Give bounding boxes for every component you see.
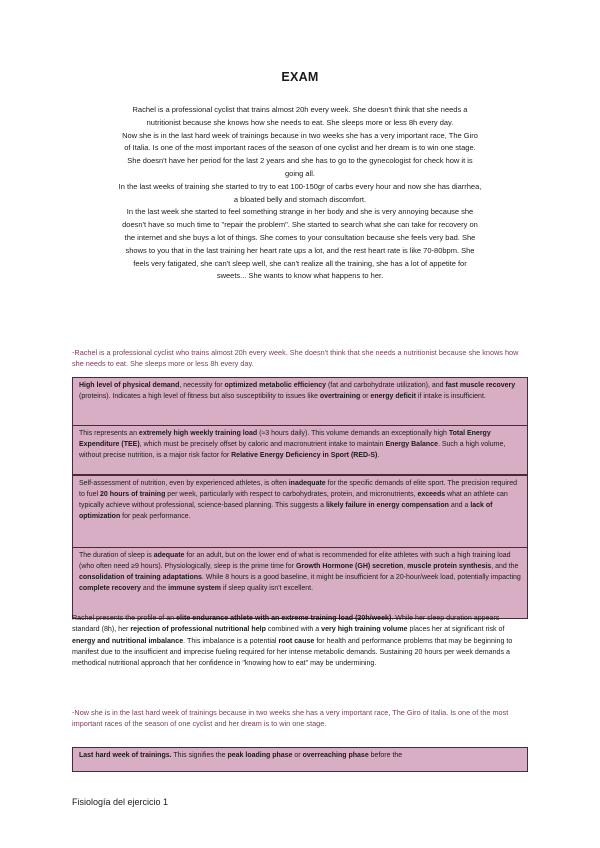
emphasis-text: fast muscle recovery bbox=[445, 382, 516, 389]
analysis-text bbox=[79, 381, 521, 403]
page-footer: Fisiología del ejercicio 1 bbox=[72, 797, 169, 807]
body-text: if sleep quality isn't excellent. bbox=[221, 584, 314, 592]
summary-paragraph bbox=[72, 613, 528, 669]
emphasis-text: Growth Hormone (GH) secretion bbox=[295, 562, 404, 570]
body-text: or bbox=[292, 752, 303, 759]
body-text: for an adult, but on the lower end of what is recommended for elite athletes with such a high training load (who often need ≥9 hours). Physiologically, sleep is the prime time for bbox=[79, 552, 511, 570]
body-text: and the bbox=[140, 584, 169, 592]
body-text: before the bbox=[368, 752, 403, 759]
emphasis-text: energy deficit bbox=[370, 392, 416, 400]
emphasis-text: Relative Energy Deficiency in Sport (RED-S) bbox=[231, 451, 378, 459]
body-text: what an athlete can typically achieve without professional, science-based planning. This suggests a bbox=[79, 490, 508, 509]
emphasis-text: elite endurance athlete with an extreme training load (20h/week) bbox=[176, 614, 392, 622]
body-text: if intake is insufficient. bbox=[415, 392, 486, 400]
body-text: for health and performance problems that may be beginning to manifest due to the insufficient and imprecise fueling required for her intense metabolic demands. Sustaining 20 hours per week demands a methodical nutritional approach that her confidence in "knowing how to eat" may be undermining. bbox=[72, 636, 513, 668]
emphasis-text: complete recovery bbox=[79, 584, 141, 592]
intro-paragraph: She doesn't have her period for the last 2 years and she has to go to the gynecologist for check how it is going all. bbox=[127, 156, 473, 178]
emphasis-text: energy and nutritional imbalance bbox=[72, 636, 184, 645]
emphasis-text: rejection of professional nutritional help bbox=[130, 625, 266, 634]
emphasis-text: muscle protein synthesis bbox=[407, 562, 492, 570]
body-text: . Such a high volume, without precise nutrition, is a major risk factor for bbox=[79, 440, 506, 459]
intro-paragraph: In the last week she started to feel something strange in her body and she is very annoying because she doesn't have so much time to "repair the problem". She started to search what she can take for recovery on the internet and she buys a lot of things. She comes to your consultation because she feels very bad. She shows to you that in the last training her heart rate ups a lot, and the rest heart rate is like 70-80bpm. She feels very fatigated, she can't sleep well, she can't realize all the training, she has a lot of appetite for sweets... She wants to know what happens to her. bbox=[122, 207, 478, 281]
analysis-box bbox=[72, 747, 528, 772]
body-text: (≈3 hours daily). This volume demands an exceptionally high bbox=[257, 430, 449, 437]
body-text: , necessity for bbox=[179, 382, 225, 389]
emphasis-text: peak loading phase bbox=[227, 752, 293, 759]
analysis-text bbox=[79, 429, 521, 462]
intro-paragraph: Rachel is a professional cyclist that trains almost 20h every week. She doesn't think that she needs a nutritionist because she knows how she needs to eat. She sleeps more or less 8h every day. bbox=[132, 105, 468, 127]
body-text: and a bbox=[448, 501, 471, 509]
emphasis-text: consolidation of training adaptations bbox=[79, 573, 202, 581]
emphasis-text: Energy Balance bbox=[385, 440, 438, 448]
body-text: or bbox=[360, 392, 371, 400]
body-text: The duration of sleep is bbox=[79, 552, 154, 559]
body-text: . While 8 hours is a good baseline, it might be insufficient for a 20-hour/week load, potentially impacting bbox=[201, 573, 521, 581]
analysis-box bbox=[72, 475, 528, 550]
body-text: combined with a bbox=[265, 625, 322, 634]
body-text: . While her sleep duration appears standard (8h), her bbox=[72, 614, 500, 634]
body-text: , and the bbox=[491, 562, 519, 570]
emphasis-text: 20 hours of training bbox=[100, 490, 166, 498]
body-text: This signifies the bbox=[171, 752, 228, 759]
intro-paragraph: Now she is in the last hard week of trainings because in two weeks she has a very important race, The Giro of Italia. Is one of the most important races of the season of one cyclist and her dream is to win one stage. bbox=[122, 130, 478, 153]
emphasis-text: optimized metabolic efficiency bbox=[224, 382, 327, 389]
emphasis-text: inadequate bbox=[288, 480, 326, 487]
emphasis-text: adequate bbox=[153, 552, 185, 559]
body-text: for the specific demands of elite sport. The precision required to fuel bbox=[79, 480, 517, 498]
body-text: . bbox=[377, 451, 380, 459]
emphasis-text: extremely high weekly training load bbox=[138, 430, 258, 437]
body-text: (proteins). Indicates a high level of fitness but also susceptibility to issues like bbox=[79, 392, 320, 400]
analysis-box bbox=[72, 547, 528, 619]
analysis-text bbox=[79, 479, 521, 523]
body-text: Self-assessment of nutrition, even by experienced athletes, is often bbox=[79, 480, 289, 487]
analysis-box bbox=[72, 377, 528, 427]
emphasis-text: immune system bbox=[168, 584, 222, 592]
emphasis-text: overtraining bbox=[319, 392, 361, 400]
emphasis-text: very high training volume bbox=[321, 625, 408, 634]
emphasis-text: exceeds bbox=[417, 490, 446, 498]
body-text: per week, particularly with respect to carbohydrates, protein, and micronutrients, bbox=[165, 490, 418, 498]
case-quote: -Now she is in the last hard week of trainings because in two weeks she has a very important race, The Giro of Italia. Is one of the most important races of the season of one cyclist and her dream is to win one stage. bbox=[72, 708, 509, 729]
emphasis-text: Total Energy Expenditure (TEE) bbox=[79, 430, 491, 448]
emphasis-text: High level of physical demand bbox=[79, 382, 180, 389]
body-text: , which must be precisely offset by caloric and macronutrient intake to maintain bbox=[139, 440, 386, 448]
body-text: . This imbalance is a potential bbox=[183, 636, 279, 645]
emphasis-text: lack of optimization bbox=[79, 501, 493, 520]
body-text: This represents an bbox=[79, 430, 139, 437]
body-text: (fat and carbohydrate utilization), and bbox=[326, 382, 446, 389]
body-text: , bbox=[403, 562, 408, 570]
analysis-box bbox=[72, 425, 528, 475]
case-description bbox=[118, 104, 482, 283]
body-text: Rachel presents the profile of an bbox=[72, 614, 177, 622]
analysis-text bbox=[79, 751, 521, 762]
body-text: for peak performance. bbox=[120, 512, 191, 520]
emphasis-text: root cause bbox=[278, 636, 315, 645]
emphasis-text: Last hard week of trainings. bbox=[79, 752, 172, 759]
emphasis-text: likely failure in energy compensation bbox=[325, 501, 449, 509]
case-quote: -Rachel is a professional cyclist who trains almost 20h every week. She doesn't think that she needs a nutritionist because she knows how she needs to eat. She sleeps more or less 8h every day. bbox=[72, 348, 519, 369]
analysis-text bbox=[79, 551, 521, 595]
page-title: EXAM bbox=[281, 70, 319, 84]
intro-paragraph: In the last weeks of training she started to try to eat 100-150gr of carbs every hour and now she has diarrhea, a bloated belly and stomach discomfort. bbox=[118, 181, 482, 204]
body-text: places her at significant risk of bbox=[407, 625, 505, 634]
emphasis-text: overreaching phase bbox=[302, 752, 369, 759]
